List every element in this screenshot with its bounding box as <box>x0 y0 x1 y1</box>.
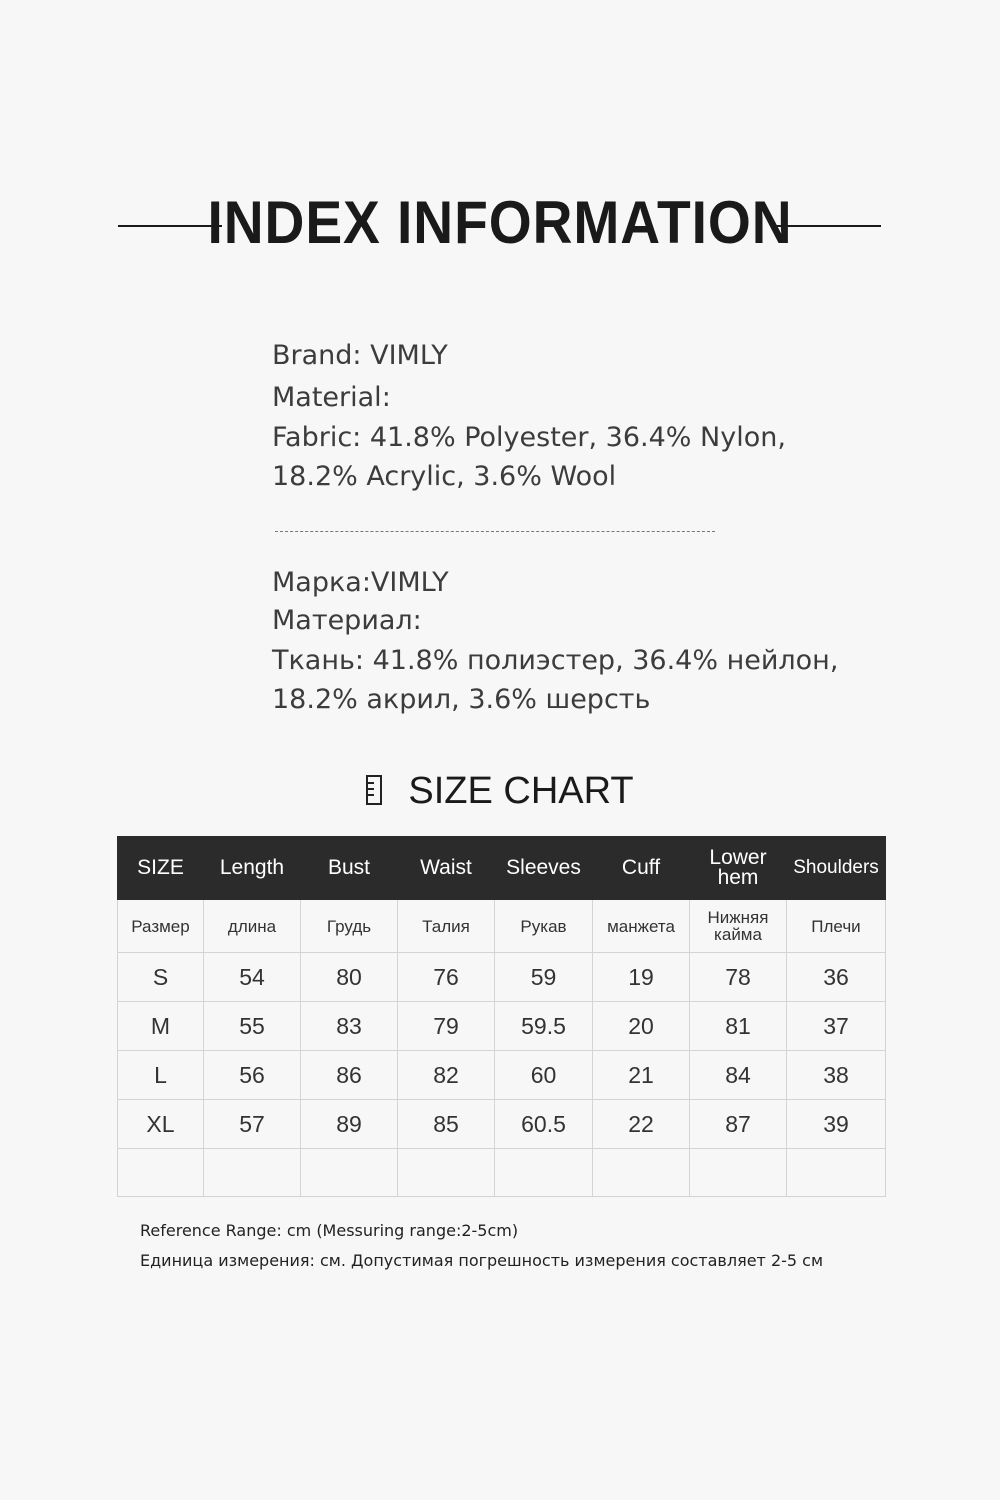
header-ru-cell: Талия <box>398 900 495 953</box>
header-cell: Lower hem <box>690 836 787 900</box>
header-cell: Bust <box>301 836 398 900</box>
table-cell: 36 <box>787 953 886 1002</box>
size-cell: L <box>118 1051 204 1100</box>
fabric-en-line2: 18.2% Acrylic, 3.6% Wool <box>272 461 617 492</box>
material-en: Material: <box>272 382 391 413</box>
table-row <box>118 1002 886 1051</box>
empty-cell <box>398 1149 495 1197</box>
fabric-ru-line2: 18.2% акрил, 3.6% шерсть <box>272 684 651 715</box>
header-ru-cell: длина <box>204 900 301 953</box>
header-cell: Sleeves <box>495 836 593 900</box>
table-cell: 78 <box>690 953 787 1002</box>
table-row <box>118 1100 886 1149</box>
table-row <box>118 1051 886 1100</box>
table-cell: 59.5 <box>495 1002 593 1051</box>
table-cell: 56 <box>204 1051 301 1100</box>
table-cell: 76 <box>398 953 495 1002</box>
reference-note-en: Reference Range: cm (Messuring range:2-5cm) <box>140 1221 519 1240</box>
empty-row <box>118 1149 886 1197</box>
reference-note-ru: Единица измерения: см. Допустимая погрешность измерения составляет 2-5 см <box>140 1251 824 1270</box>
table-cell: 80 <box>301 953 398 1002</box>
header-cell: Cuff <box>593 836 690 900</box>
header-cell: SIZE <box>118 836 204 900</box>
table-cell: 19 <box>593 953 690 1002</box>
header-cell: Length <box>204 836 301 900</box>
brand-en: Brand: VIMLY <box>272 340 448 371</box>
header-ru-cell: манжета <box>593 900 690 953</box>
size-table <box>117 836 886 1197</box>
table-cell: 86 <box>301 1051 398 1100</box>
table-cell: 57 <box>204 1100 301 1149</box>
table-cell: 55 <box>204 1002 301 1051</box>
header-ru-cell: Грудь <box>301 900 398 953</box>
ruler-icon <box>366 775 382 805</box>
empty-cell <box>204 1149 301 1197</box>
divider <box>275 531 715 532</box>
header-cell: Shoulders <box>787 836 886 900</box>
empty-cell <box>118 1149 204 1197</box>
empty-cell <box>301 1149 398 1197</box>
empty-cell <box>690 1149 787 1197</box>
material-ru: Материал: <box>272 605 422 636</box>
table-cell: 59 <box>495 953 593 1002</box>
table-cell: 54 <box>204 953 301 1002</box>
header-cell: Waist <box>398 836 495 900</box>
table-cell: 60 <box>495 1051 593 1100</box>
size-cell: XL <box>118 1100 204 1149</box>
table-cell: 81 <box>690 1002 787 1051</box>
fabric-ru-line1: Ткань: 41.8% полиэстер, 36.4% нейлон, <box>272 645 839 676</box>
table-cell: 85 <box>398 1100 495 1149</box>
size-cell: S <box>118 953 204 1002</box>
size-chart-title: SIZE CHART <box>408 770 634 812</box>
table-cell: 37 <box>787 1002 886 1051</box>
table-cell: 83 <box>301 1002 398 1051</box>
table-cell: 60.5 <box>495 1100 593 1149</box>
header-row <box>118 836 886 900</box>
header-row-ru <box>118 900 886 953</box>
table-cell: 20 <box>593 1002 690 1051</box>
fabric-en-line1: Fabric: 41.8% Polyester, 36.4% Nylon, <box>272 422 786 453</box>
page-title: INDEX INFORMATION <box>207 189 793 256</box>
empty-cell <box>787 1149 886 1197</box>
header-ru-cell: Плечи <box>787 900 886 953</box>
table-cell: 82 <box>398 1051 495 1100</box>
table-cell: 39 <box>787 1100 886 1149</box>
table-cell: 79 <box>398 1002 495 1051</box>
empty-cell <box>593 1149 690 1197</box>
table-cell: 89 <box>301 1100 398 1149</box>
size-cell: M <box>118 1002 204 1051</box>
size-chart-heading <box>0 770 1000 813</box>
header-ru-cell: Рукав <box>495 900 593 953</box>
header-ru-cell: Нижняя кайма <box>690 900 787 953</box>
table-row <box>118 953 886 1002</box>
table-cell: 87 <box>690 1100 787 1149</box>
table-cell: 22 <box>593 1100 690 1149</box>
header-ru-cell: Размер <box>118 900 204 953</box>
table-cell: 84 <box>690 1051 787 1100</box>
empty-cell <box>495 1149 593 1197</box>
table-cell: 38 <box>787 1051 886 1100</box>
table-cell: 21 <box>593 1051 690 1100</box>
brand-ru: Марка:VIMLY <box>272 567 449 598</box>
